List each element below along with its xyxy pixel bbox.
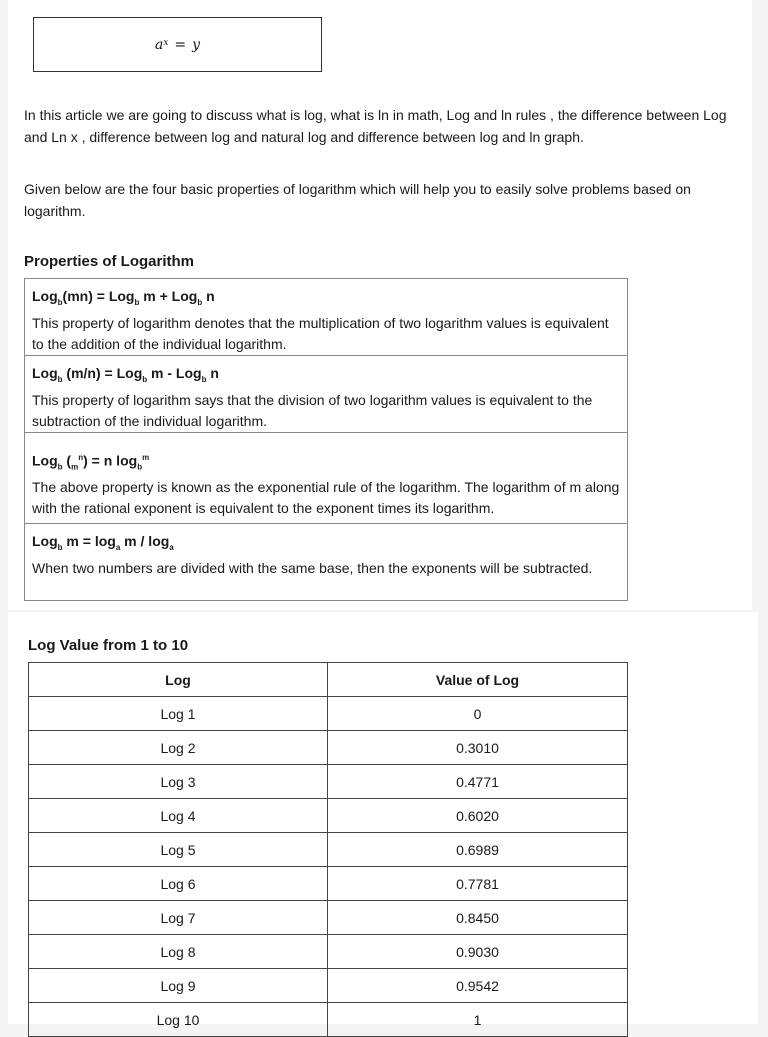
formula-exponent: x [163,37,169,48]
property-base-change-rule [25,524,627,600]
given-paragraph: Given below are the four basic properties of logarithm which will help you to easily solve problems based on logarithm. [24,181,691,219]
log-value: 1 [328,1003,628,1037]
table-row [29,833,628,867]
header-value: Value of Log [328,663,628,697]
table-row [29,867,628,901]
log-label: Log 8 [29,935,328,969]
property-description: The above property is known as the exponential rule of the logarithm. The logarithm of m along with the rational exponent is equivalent to the exponent times its logarithm. [32,479,620,517]
table-row [29,935,628,969]
log-label: Log 5 [29,833,328,867]
formula-base: a [154,36,164,53]
log-value: 0.8450 [328,901,628,935]
log-label: Log 9 [29,969,328,1003]
intro-paragraph: In this article we are going to discuss what is log, what is ln in math, Log and ln rules , the difference between Log and Ln x , difference between log and natural log and difference between log and ln graph. [24,107,727,145]
table-row [29,765,628,799]
table-row [29,969,628,1003]
property-formula: Log$_b$ $m = \log_a m / \log_a$ [32,533,174,552]
log-label: Log 1 [29,697,328,731]
property-description: This property of logarithm says that the division of two logarithm values is equivalent to the subtraction of the individual logarithm. [32,391,593,429]
property-formula: Log$_b$ (m/n) = Log$_b$ m - Log$_b$ n [32,365,219,384]
table-row [29,901,628,935]
log-label: Log 4 [29,799,328,833]
table-row [29,697,628,731]
log-value: 0.3010 [328,731,628,765]
formula-equals: = [174,36,187,53]
table-row [29,799,628,833]
log-label: Log 2 [29,731,328,765]
log-label: Log 10 [29,1003,328,1037]
property-product-rule [25,279,627,356]
properties-box [24,278,628,601]
property-formula: Log$_b$(mn) = Log$_b$ m + Log$_b$ n [32,288,215,307]
formula-result: y [192,36,201,53]
table-row [29,1003,628,1037]
property-quotient-rule [25,356,627,433]
property-description: When two numbers are divided with the same base, then the exponents will be subtracted. [32,559,593,576]
formula-box [33,17,322,72]
log-value: 0.9030 [328,935,628,969]
log-value: 0.9542 [328,969,628,1003]
log-value: 0 [328,697,628,731]
log-value-table [28,662,628,1037]
property-power-rule [25,433,627,524]
log-label: Log 7 [29,901,328,935]
log-value: 0.4771 [328,765,628,799]
log-value: 0.6989 [328,833,628,867]
log-value: 0.7781 [328,867,628,901]
table-row [29,731,628,765]
properties-title: Properties of Logarithm [24,253,195,270]
property-formula: Log$_b$ $(_m^n) = n$ $\log_b^m$ [32,452,150,472]
log-table-title: Log Value from 1 to 10 [28,637,189,654]
log-label: Log 3 [29,765,328,799]
header-log: Log [29,663,328,697]
property-description: This property of logarithm denotes that the multiplication of two logarithm values is equivalent to the addition of the individual logarithm. [32,314,609,352]
log-label: Log 6 [29,867,328,901]
log-value: 0.6020 [328,799,628,833]
table-header-row [29,663,628,697]
